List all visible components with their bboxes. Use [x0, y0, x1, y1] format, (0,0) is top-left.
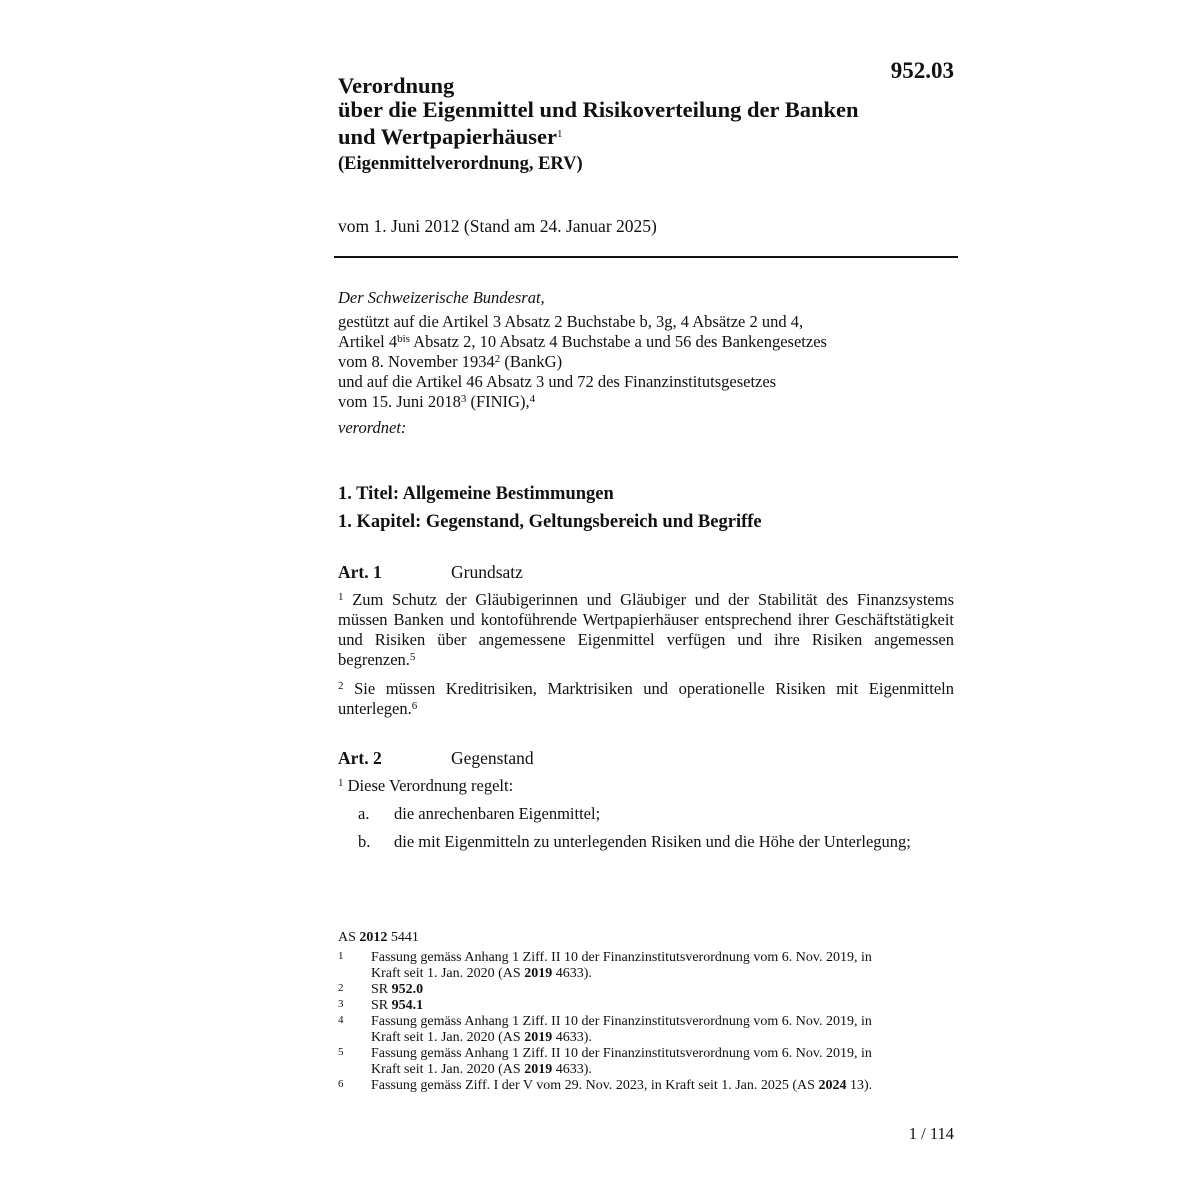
- footnote-ref[interactable]: 3: [460, 393, 467, 405]
- footnote-number: 5: [338, 1046, 344, 1058]
- document-title: [338, 74, 918, 149]
- title-heading: 1. Titel: Allgemeine Bestimmungen: [338, 484, 614, 504]
- footnote: 2 SR 952.0: [338, 982, 424, 997]
- list-letter: a.: [358, 804, 370, 823]
- title-line: und Wertpapierhäuser$^1$: [338, 124, 563, 149]
- article-paragraph: $^2$ Sie müssen Kreditrisiken, Marktrisiken und operationelle Risiken mit Eigenmitteln unterlegen.$^6$: [338, 679, 955, 718]
- list-letter: b.: [358, 832, 371, 851]
- article-paragraph: $^1$ Zum Schutz der Gläubigerinnen und Gläubiger und der Stabilität des Finanzsystems müssen Banken und kontoführende Wertpapierhäuser entsprechend ihrer Geschäftstätigkeit und Risiken über angemessene Eigenmittel verfügen und ihre Risiken angemessen begrenzen.$^5$: [338, 590, 955, 669]
- paragraph-number: 1: [338, 777, 344, 789]
- footnotes: [338, 950, 958, 1094]
- title-line: Verordnung: [338, 73, 455, 98]
- divider: [334, 256, 958, 258]
- footnote: 4 Fassung gemäss Anhang 1 Ziff. II 10 der Finanzinstitutsverordnung vom 6. Nov. 2019, in Kraft seit 1. Jan. 2020 (AS 2019 4633).: [338, 1014, 872, 1045]
- title-line: über die Eigenmittel und Risikoverteilung der Banken: [338, 97, 859, 122]
- preamble-line: vom 8. November 1934$^2$ (BankG): [338, 352, 563, 371]
- article-name: Grundsatz: [451, 562, 523, 582]
- footnote-ref[interactable]: 5: [409, 651, 416, 663]
- preamble-line: Artikel 4$^{bis}$ Absatz 2, 10 Absatz 4 Buchstabe a und 56 des Bankengesetzes: [338, 332, 827, 351]
- verordnet: verordnet:: [338, 418, 407, 437]
- footnote: 3 SR 954.1: [338, 998, 424, 1013]
- footnote-ref[interactable]: 6: [411, 700, 418, 712]
- chapter-heading: 1. Kapitel: Gegenstand, Geltungsbereich und Begriffe: [338, 512, 762, 532]
- official-compilation-ref: AS 2012 5441: [338, 930, 419, 945]
- article-number: Art. 2: [338, 748, 382, 768]
- preamble-line: gestützt auf die Artikel 3 Absatz 2 Buchstabe b, 3g, 4 Absätze 2 und 4,: [338, 312, 804, 331]
- page-number: 1 / 114: [908, 1124, 954, 1143]
- article-paragraph: $^1$ Diese Verordnung regelt:: [338, 776, 514, 795]
- article-number: Art. 1: [338, 562, 382, 582]
- list-item: a. die anrechenbaren Eigenmittel;: [358, 804, 601, 823]
- paragraph-number: 1: [338, 591, 344, 603]
- footnote-number: 4: [338, 1014, 344, 1026]
- date-line: vom 1. Juni 2012 (Stand am 24. Januar 2025): [338, 216, 657, 236]
- footnote-number: 3: [338, 998, 344, 1010]
- authority: Der Schweizerische Bundesrat,: [338, 288, 545, 307]
- preamble-line: und auf die Artikel 46 Absatz 3 und 72 des Finanzinstitutsgesetzes: [338, 372, 777, 391]
- footnote-ref[interactable]: 4: [529, 393, 536, 405]
- sr-number: 952.03: [890, 58, 954, 83]
- article-name: Gegenstand: [451, 748, 534, 768]
- article-heading: [338, 562, 523, 583]
- footnote: 5 Fassung gemäss Anhang 1 Ziff. II 10 der Finanzinstitutsverordnung vom 6. Nov. 2019, in Kraft seit 1. Jan. 2020 (AS 2019 4633).: [338, 1046, 872, 1077]
- footnote-ref[interactable]: 2: [494, 353, 501, 365]
- footnote-number: 2: [338, 982, 344, 994]
- footnote-number: 6: [338, 1078, 344, 1090]
- footnote-number: 1: [338, 950, 344, 962]
- short-title: (Eigenmittelverordnung, ERV): [338, 154, 583, 174]
- list-item: b. die mit Eigenmitteln zu unterlegenden Risiken und die Höhe der Unterlegung;: [358, 832, 911, 851]
- article-heading: [338, 748, 534, 769]
- footnote: 6 Fassung gemäss Ziff. I der V vom 29. Nov. 2023, in Kraft seit 1. Jan. 2025 (AS 2024 13).: [338, 1078, 873, 1093]
- preamble: [338, 288, 958, 438]
- paragraph-number: 2: [338, 680, 344, 692]
- footnote-ref[interactable]: 1: [557, 128, 563, 140]
- footnote: 1 Fassung gemäss Anhang 1 Ziff. II 10 der Finanzinstitutsverordnung vom 6. Nov. 2019, in Kraft seit 1. Jan. 2020 (AS 2019 4633).: [338, 950, 872, 981]
- preamble-line: vom 15. Juni 2018$^3$ (FINIG),$^4$: [338, 392, 536, 411]
